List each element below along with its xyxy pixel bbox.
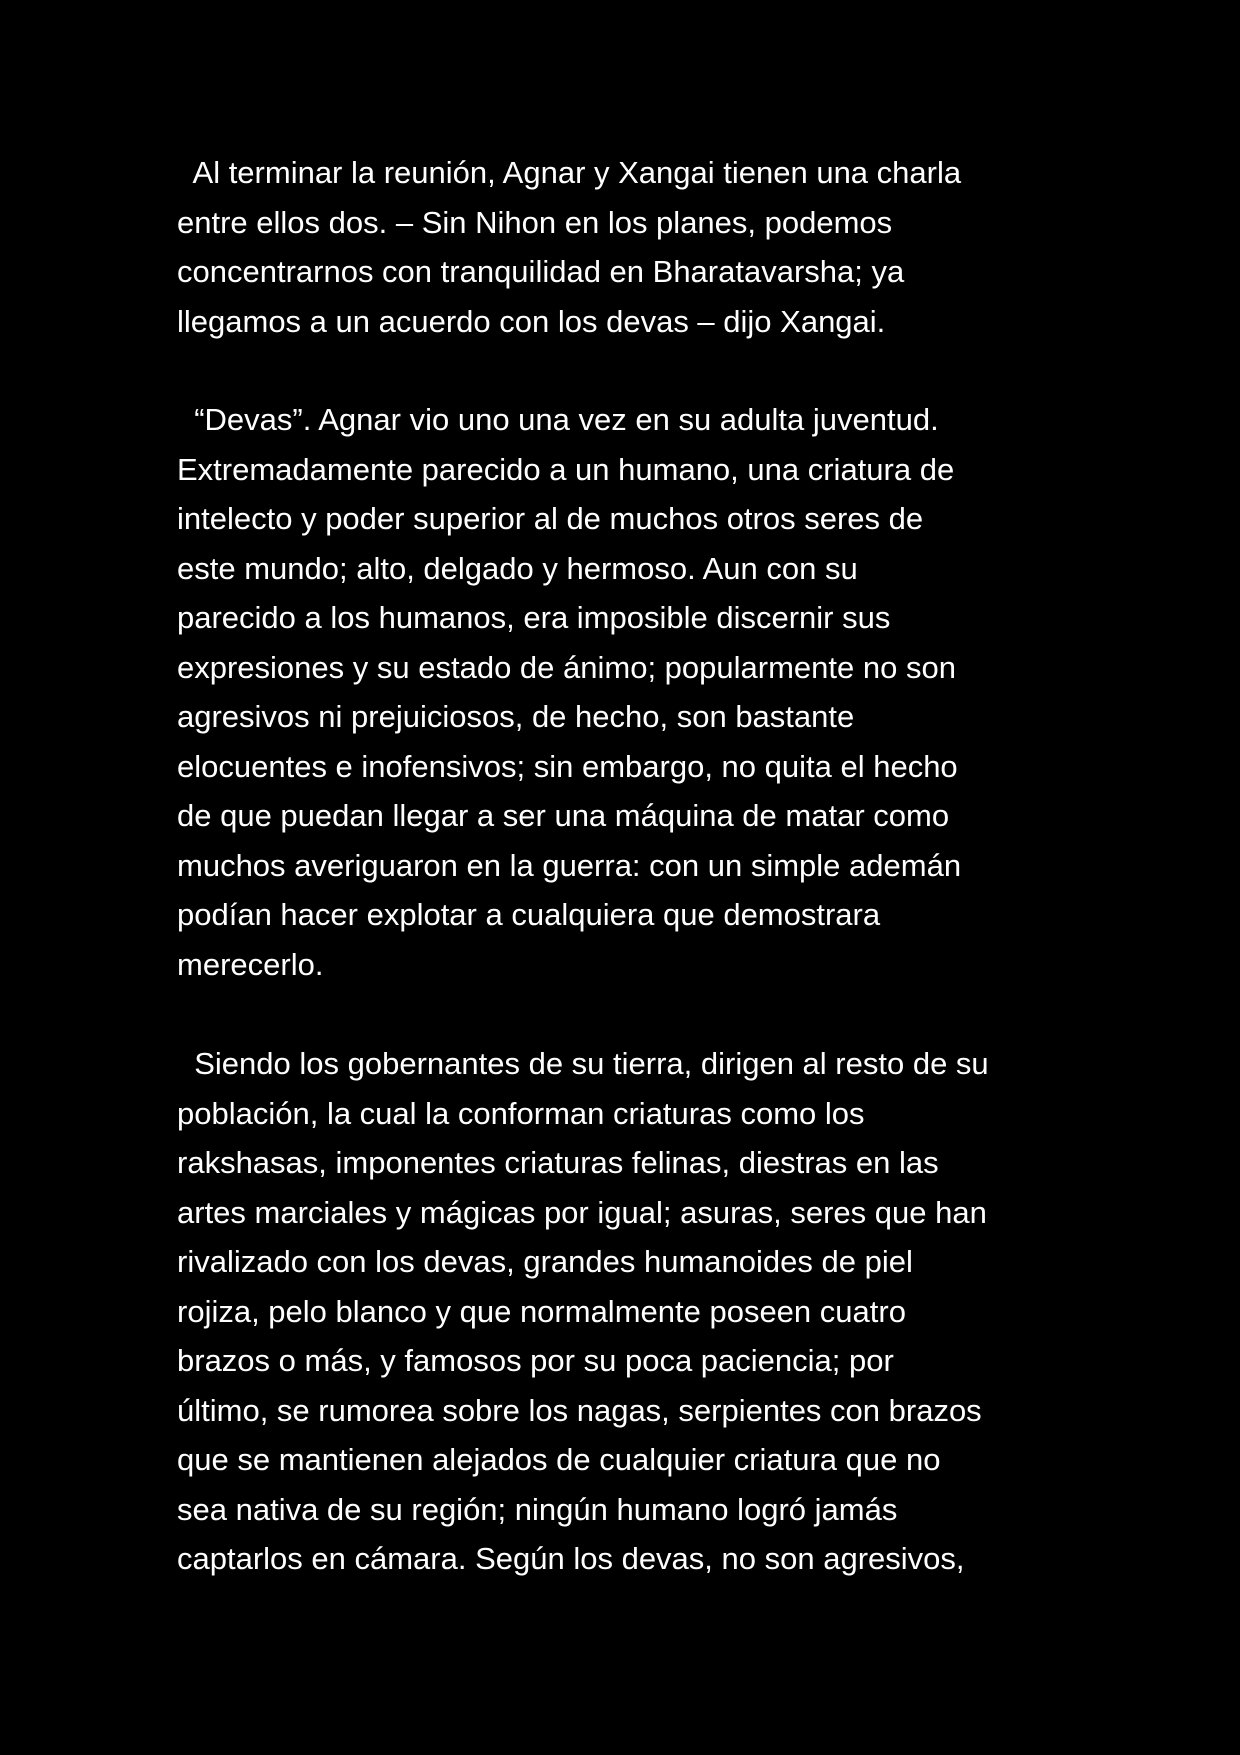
text-line: podían hacer explotar a cualquiera que demostrara — [177, 897, 881, 932]
text-line: rojiza, pelo blanco y que normalmente poseen cuatro — [177, 1293, 906, 1329]
text-line: entre ellos dos. – Sin Nihon en los planes, podemos — [177, 204, 893, 240]
text-line: “Devas”. Agnar vio uno una vez en su adulta juventud. — [177, 402, 939, 437]
paragraph-1 — [177, 148, 1077, 346]
text-line: llegamos a un acuerdo con los devas – dijo Xangai. — [177, 303, 886, 339]
text-line: de que puedan llegar a ser una máquina de matar como — [177, 798, 950, 833]
text-line: expresiones y su estado de ánimo; popularmente no son — [177, 649, 956, 685]
text-line: captarlos en cámara. Según los devas, no son agresivos, — [177, 1541, 965, 1576]
text-line: población, la cual la conforman criaturas como los — [177, 1095, 865, 1131]
text-line: último, se rumorea sobre los nagas, serpientes con brazos — [177, 1392, 982, 1428]
text-line: rakshasas, imponentes criaturas felinas, diestras en las — [177, 1145, 939, 1180]
text-line: intelecto y poder superior al de muchos otros seres de — [177, 501, 924, 536]
paragraph-3 — [177, 1039, 1077, 1584]
text-line: merecerlo. — [177, 946, 324, 982]
text-line: concentrarnos con tranquilidad en Bharatavarsha; ya — [177, 254, 905, 289]
text-line: muchos averiguaron en la guerra: con un simple ademán — [177, 847, 962, 883]
text-line: que se mantienen alejados de cualquier criatura que no — [177, 1442, 941, 1477]
text-line: sea nativa de su región; ningún humano logró jamás — [177, 1491, 898, 1527]
text-line: brazos o más, y famosos por su poca paciencia; por — [177, 1343, 894, 1378]
text-line: este mundo; alto, delgado y hermoso. Aun con su — [177, 550, 858, 586]
text-line: Al terminar la reunión, Agnar y Xangai tienen una charla — [177, 155, 962, 190]
text-line: elocuentes e inofensivos; sin embargo, no quita el hecho — [177, 748, 958, 784]
text-line: rivalizado con los devas, grandes humanoides de piel — [177, 1244, 913, 1279]
text-line: Siendo los gobernantes de su tierra, dirigen al resto de su — [177, 1046, 989, 1081]
paragraph-2 — [177, 395, 1077, 989]
text-line: artes marciales y mágicas por igual; asuras, seres que han — [177, 1194, 987, 1230]
text-line: parecido a los humanos, era imposible discernir sus — [177, 600, 891, 635]
text-line: Extremadamente parecido a un humano, una criatura de — [177, 451, 955, 487]
text-line: agresivos ni prejuiciosos, de hecho, son bastante — [177, 699, 855, 734]
